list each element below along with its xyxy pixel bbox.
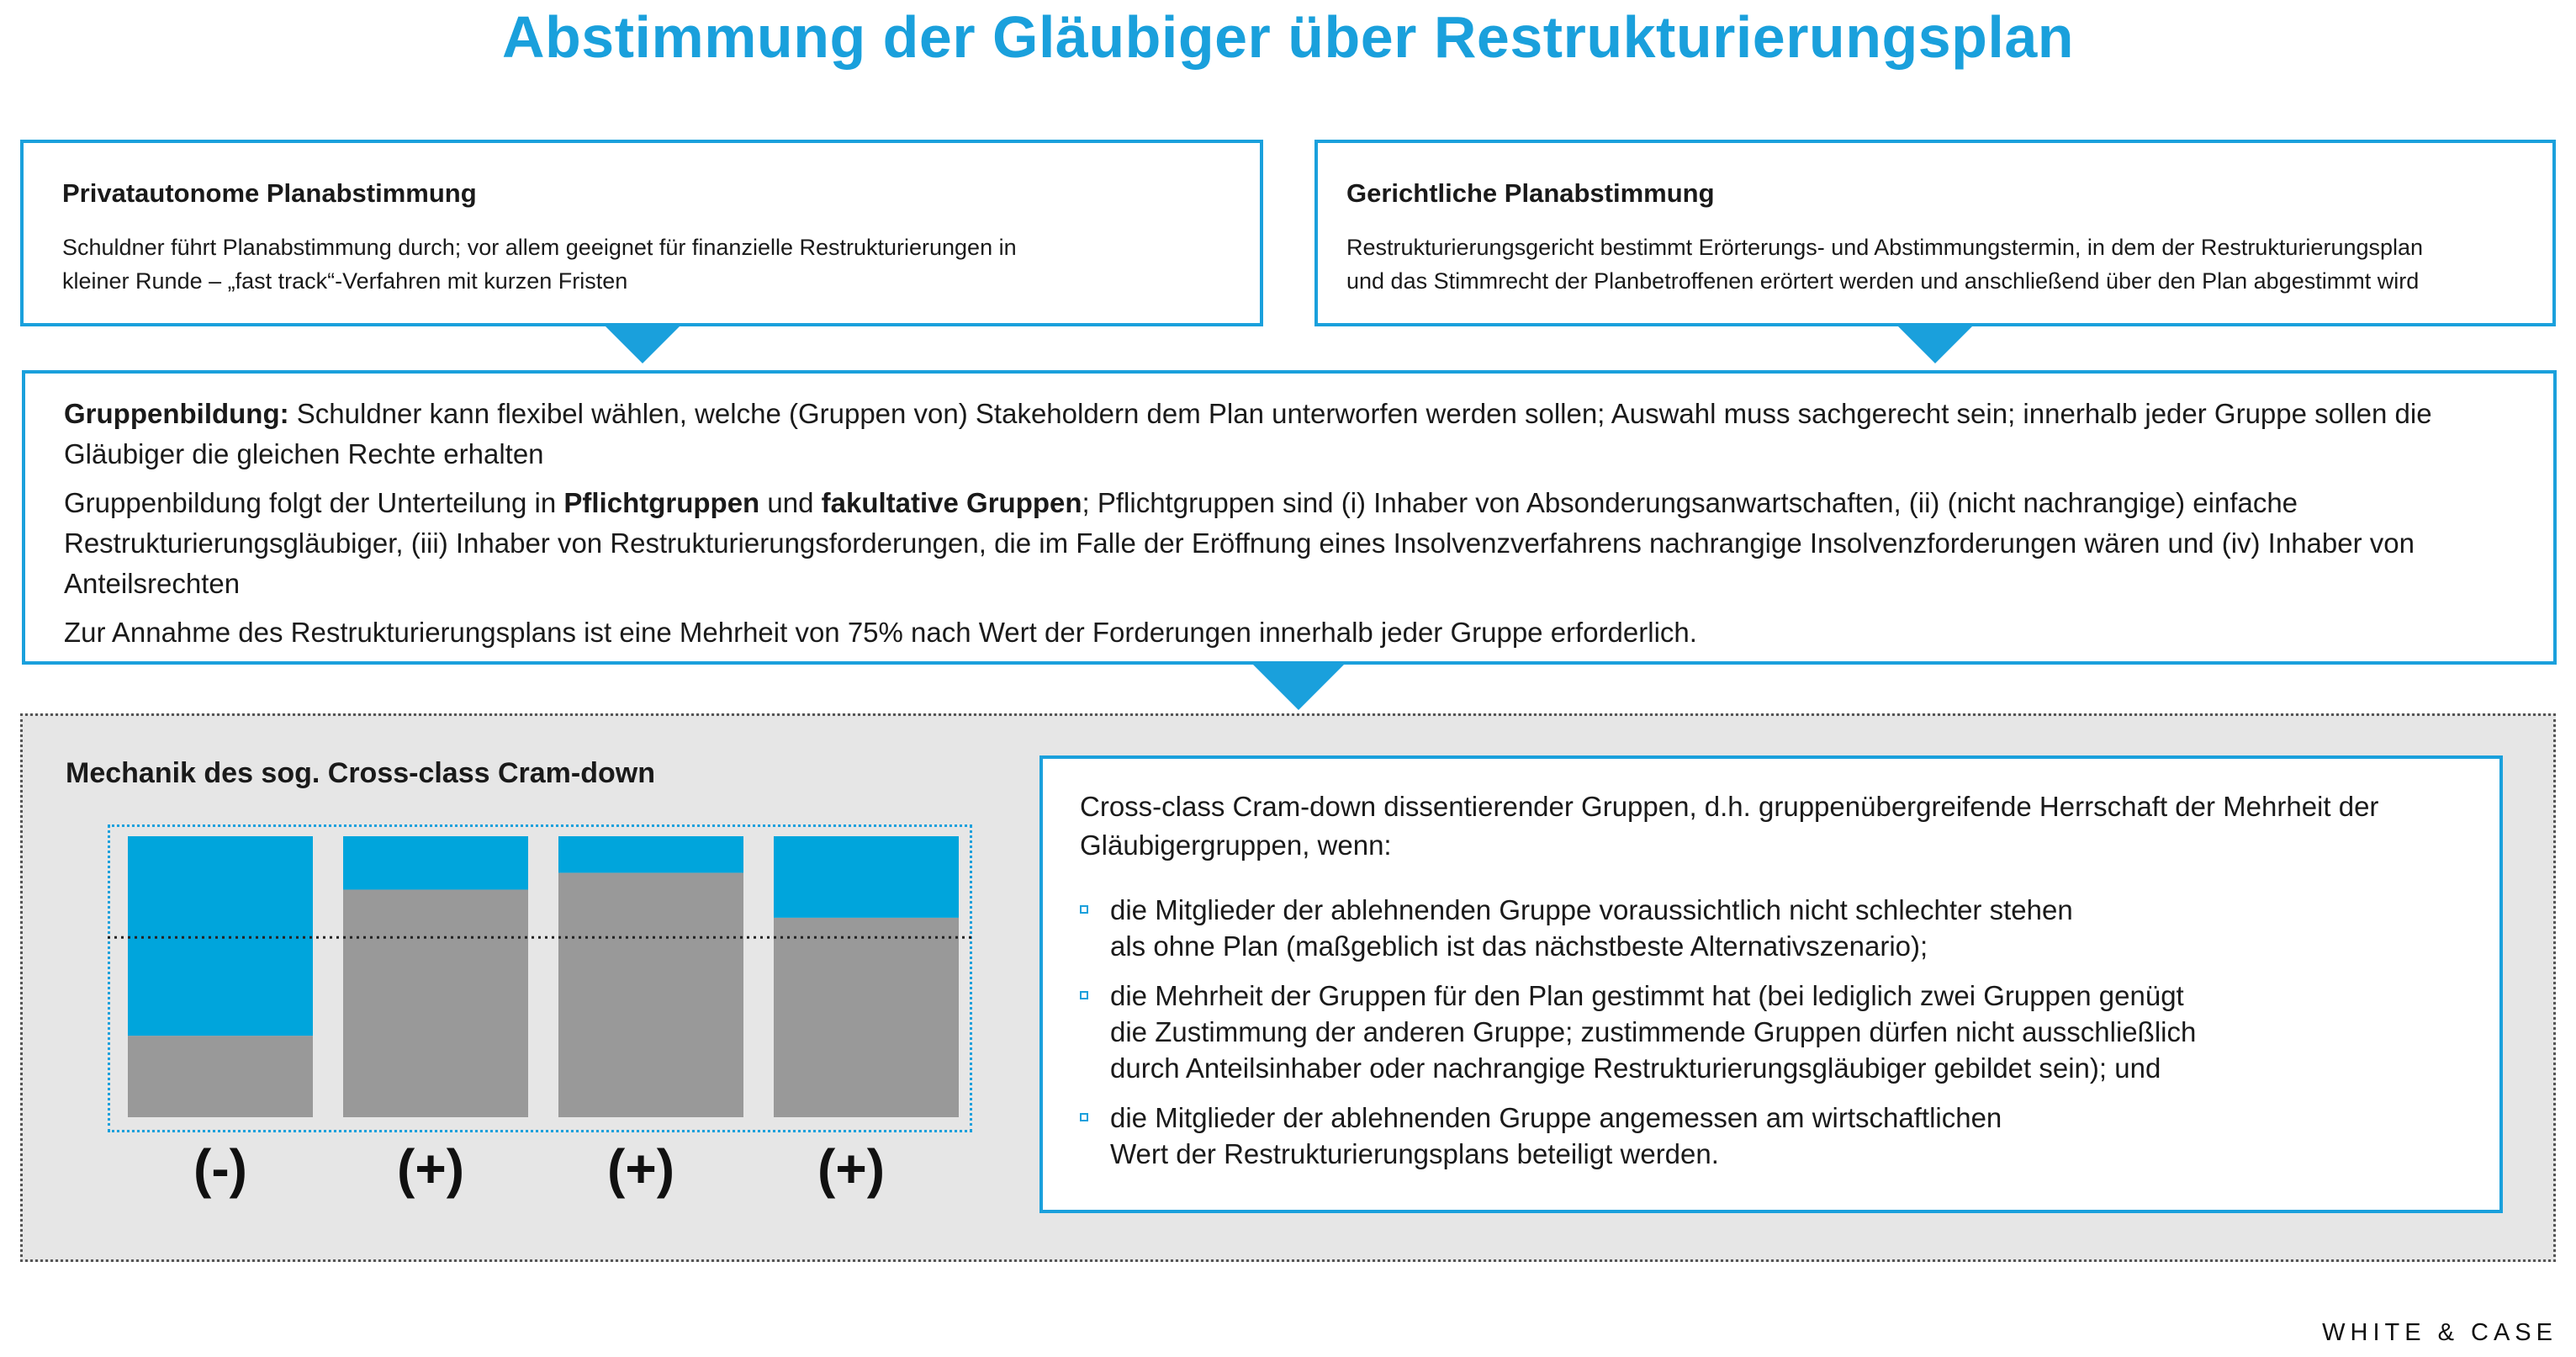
conditions-list bbox=[1080, 892, 2462, 1172]
condition-3-line2: Wert der Restrukturierungsplans beteiligt werden. bbox=[1110, 1138, 1719, 1169]
private-vote-text-line2: kleiner Runde – „fast track“-Verfahren mit kurzen Fristen bbox=[62, 268, 628, 294]
mechanics-title: Mechanik des sog. Cross-class Cram-down bbox=[66, 757, 655, 789]
square-bullet-icon bbox=[1080, 991, 1088, 999]
mandatory-groups-label: Pflichtgruppen bbox=[563, 487, 760, 518]
court-vote-heading: Gerichtliche Planabstimmung bbox=[1346, 178, 1715, 208]
cram-down-chart bbox=[108, 824, 972, 1132]
condition-item bbox=[1080, 978, 2462, 1086]
bar-grey-0 bbox=[128, 1036, 313, 1117]
group-formation-label: Gruppenbildung: bbox=[64, 398, 289, 429]
sign-negative: (-) bbox=[193, 1138, 247, 1199]
bar-grey-2 bbox=[558, 872, 743, 1117]
square-bullet-icon bbox=[1080, 1113, 1088, 1121]
down-arrow-right bbox=[1898, 326, 1972, 363]
bar-blue-3 bbox=[774, 836, 959, 918]
cram-down-intro-line1: Cross-class Cram-down dissentierender Gruppen, d.h. gruppenübergreifende Herrschaft der Mehrheit der bbox=[1080, 791, 2379, 822]
bar-grey-3 bbox=[774, 918, 959, 1117]
cram-down-conditions-box bbox=[1039, 755, 2503, 1213]
private-vote-box bbox=[20, 140, 1263, 326]
optional-groups-label: fakultative Gruppen bbox=[821, 487, 1082, 518]
cram-down-intro-line2: Gläubigergruppen, wenn: bbox=[1080, 830, 1392, 861]
group-formation-p2a: Gruppenbildung folgt der Unterteilung in bbox=[64, 487, 564, 518]
bar-grey-1 bbox=[343, 889, 528, 1117]
bar-blue-0 bbox=[128, 836, 313, 1036]
condition-item bbox=[1080, 1100, 2462, 1172]
sign-positive-1: (+) bbox=[397, 1138, 464, 1199]
cram-down-intro bbox=[1080, 787, 2462, 865]
group-formation-box bbox=[22, 370, 2557, 665]
group-formation-para1 bbox=[64, 394, 2515, 474]
down-arrow-center bbox=[1251, 663, 1346, 710]
sign-positive-3: (+) bbox=[817, 1138, 885, 1199]
court-vote-box bbox=[1314, 140, 2556, 326]
white-case-logo: WHITE & CASE bbox=[2322, 1319, 2557, 1346]
condition-1-line1: die Mitglieder der ablehnenden Gruppe voraussichtlich nicht schlechter stehen bbox=[1110, 894, 2073, 925]
down-arrow-left bbox=[606, 326, 680, 363]
group-formation-text: Schuldner kann flexibel wählen, welche (Gruppen von) Stakeholdern dem Plan unterworfen werden sollen; Auswahl muss sachgerecht sein; innerhalb jeder Gruppe sollen die Gläubiger die gleichen Rechte erhalten bbox=[64, 398, 2432, 469]
group-formation-p2c: ; Pflichtgruppen sind (i) Inhaber von Absonderungsanwartschaften, (ii) (nicht nachrangige) einfache Restrukturierungsgläubiger, (iii) Inhaber von Restrukturierungsforderungen, die im Falle der Eröffnung eines Insolvenzverfahrens nachrangige Insolvenzforderungen wären und (iv) Inhaber von Anteilsrechten bbox=[64, 487, 2415, 599]
group-formation-p2b: und bbox=[759, 487, 822, 518]
condition-3-line1: die Mitglieder der ablehnenden Gruppe angemessen am wirtschaftlichen bbox=[1110, 1102, 2002, 1133]
condition-2-line2: die Zustimmung der anderen Gruppe; zustimmende Gruppen dürfen nicht ausschließlich bbox=[1110, 1016, 2197, 1047]
sign-positive-2: (+) bbox=[607, 1138, 674, 1199]
bar-blue-1 bbox=[343, 836, 528, 889]
square-bullet-icon bbox=[1080, 905, 1088, 914]
page-title: Abstimmung der Gläubiger über Restrukturierungsplan bbox=[501, 4, 2075, 70]
bar-blue-2 bbox=[558, 836, 743, 872]
group-formation-para3: Zur Annahme des Restrukturierungsplans ist eine Mehrheit von 75% nach Wert der Forderungen innerhalb jeder Gruppe erforderlich. bbox=[64, 617, 1697, 648]
private-vote-heading: Privatautonome Planabstimmung bbox=[62, 178, 477, 208]
court-vote-text-line2: und das Stimmrecht der Planbetroffenen erörtert werden und anschließend über den Plan abgestimmt wird bbox=[1346, 268, 2420, 294]
private-vote-text-line1: Schuldner führt Planabstimmung durch; vor allem geeignet für finanzielle Restrukturierungen in bbox=[62, 235, 1017, 260]
group-formation-para2 bbox=[64, 483, 2515, 604]
condition-item bbox=[1080, 892, 2462, 964]
court-vote-text-line1: Restrukturierungsgericht bestimmt Erörterungs- und Abstimmungstermin, in dem der Restrukturierungsplan bbox=[1346, 235, 2424, 260]
condition-1-line2: als ohne Plan (maßgeblich ist das nächstbeste Alternativszenario); bbox=[1110, 930, 1928, 962]
condition-2-line1: die Mehrheit der Gruppen für den Plan gestimmt hat (bei lediglich zwei Gruppen genügt bbox=[1110, 980, 2184, 1011]
condition-2-line3: durch Anteilsinhaber oder nachrangige Restrukturierungsgläubiger gebildet sein); und bbox=[1110, 1052, 2161, 1084]
